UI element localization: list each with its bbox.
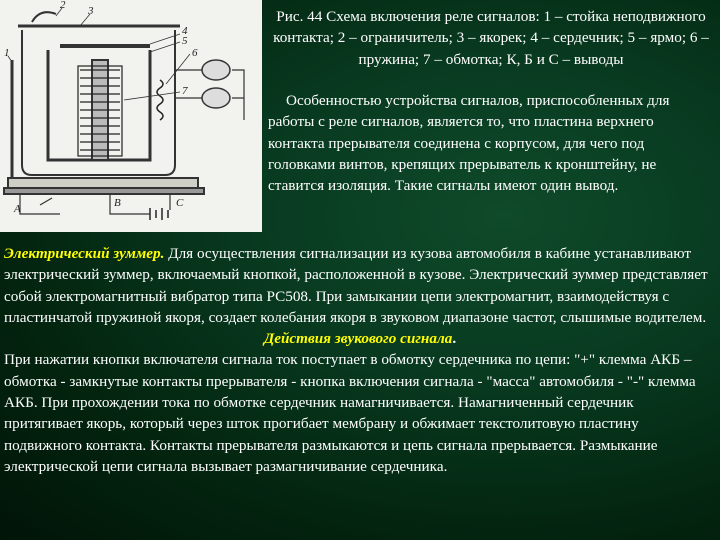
label-c: C — [176, 197, 184, 209]
label-7: 7 — [182, 85, 188, 97]
relay-base-strip — [4, 188, 204, 194]
horn-lower — [202, 88, 230, 108]
label-b: B — [114, 197, 121, 209]
label-3: 3 — [88, 5, 94, 17]
actions-heading — [4, 328, 716, 349]
label-1: 1 — [4, 47, 10, 59]
horn-upper — [202, 60, 230, 80]
intro-paragraph: Особенностью устройства сигналов, приспособленных для работы с реле сигналов, является то, что пластина верхнего контакта прерывателя соединена с корпусом, для чего под головками винтов, крепящих прерыватель к кронштейну, не ставится изоляция. Такие сигналы имеют один вывод. — [268, 92, 670, 195]
actions-paragraph: При нажатии кнопки включателя сигнала ток поступает в обмотку сердечника по цепи: "+" клемма АКБ – обмотка - замкнутые контакты прерывателя - кнопка включения сигнала - "масса" автомобиля - "-" клемма АКБ. При прохождении тока по обмотке сердечник намагничивается. Намагниченный сердечник притягивает якорь, который через шток прогибает мембрану и обжимает текстолитовую пластину подвижного контакта. Контакты прерывателя размыкаются и цепь сигнала прерывается. Размыкание электрической цепи сигнала вызывает размагничивание сердечника. — [4, 351, 696, 475]
switch-symbol — [40, 198, 52, 205]
label-a: A — [14, 203, 21, 215]
buzzer-text: Для осуществления сигнализации из кузова автомобиля в кабине устанавливают электрический зуммер, включаемый кнопкой, расположенной в кузове. Электрический зуммер представляет собой электромагнитный вибратор типа РС508. При замыкании цепи электромагнит, взаимодействуя с пластинчатой пружиной якоря, создает колебания якоря в звуковом диапазоне частот, слышимые водителем. — [4, 245, 708, 326]
relay-diagram-figure — [0, 0, 262, 232]
terminal-a-wire — [20, 194, 60, 214]
battery-symbol — [150, 208, 168, 220]
actions-title: Действия звукового сигнала — [263, 330, 453, 348]
buzzer-term: Электрический зуммер. — [4, 245, 165, 262]
relay-diagram-svg — [0, 0, 262, 232]
buzzer-paragraph — [4, 243, 716, 328]
label-2: 2 — [60, 0, 66, 11]
actions-title-end: . — [452, 330, 457, 348]
label-4: 4 — [182, 25, 188, 37]
limiter-bracket — [32, 12, 56, 22]
label-6: 6 — [192, 47, 198, 59]
figure-caption: Рис. 44 Схема включения реле сигналов: 1 – стойка неподвижного контакта; 2 – ограничитель; 3 – якорек; 4 – сердечник; 5 – ярмо; 6 – пружина; 7 – обмотка; К, Б и С – выводы — [273, 8, 709, 68]
relay-base-plate — [8, 178, 198, 188]
label-5: 5 — [182, 35, 188, 47]
main-text — [4, 243, 716, 477]
relay-spring — [157, 80, 163, 120]
